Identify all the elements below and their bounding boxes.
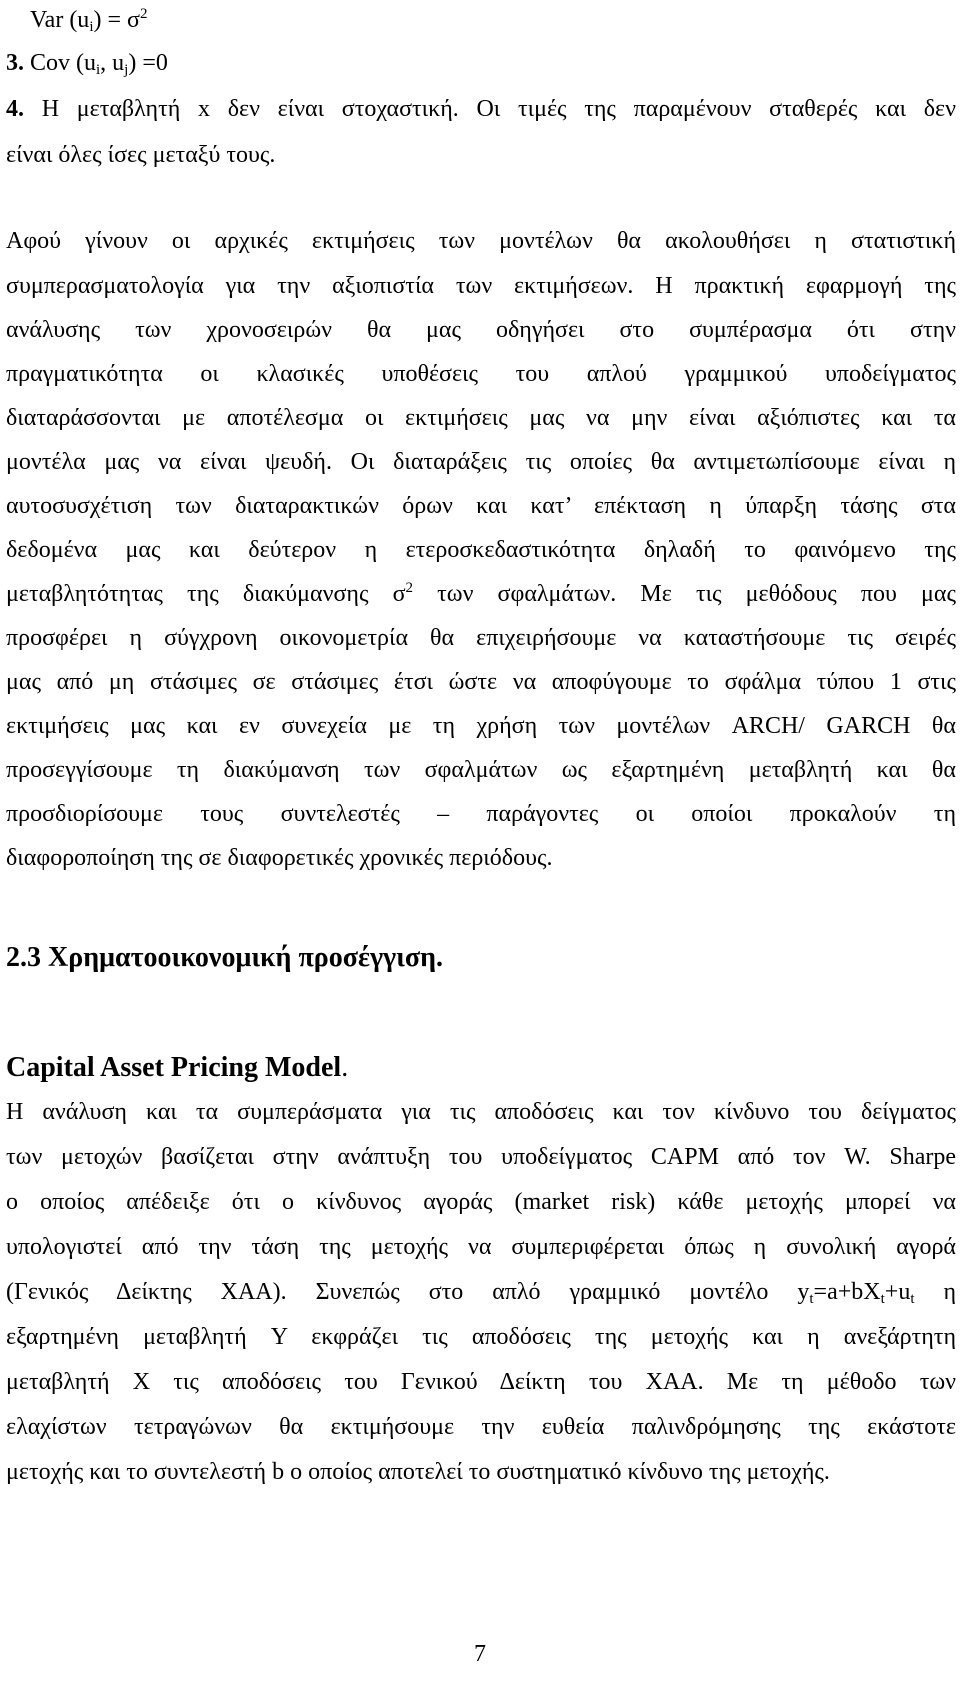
assumption-4-text: Η μεταβλητή x δεν είναι στοχαστική. Οι τιμές της παραμένουν σταθερές και δεν — [24, 96, 956, 122]
paragraph1-line: πραγματικότητα οι κλασικές υποθέσεις του απλού γραμμικού υποδείγματος — [6, 361, 956, 387]
paragraph2-line-equation — [6, 1278, 956, 1306]
paragraph2-line: Η ανάλυση και τα συμπεράσματα για τις αποδόσεις και τον κίνδυνο του δείγματος — [6, 1099, 956, 1125]
variance-superscript: 2 — [139, 6, 148, 22]
paragraph1-line: διαταράσσονται με αποτέλεσμα οι εκτιμήσεις μας να μην είναι αξιόπιστες και τα — [6, 405, 956, 431]
paragraph1-line-sigma — [6, 580, 956, 608]
equation-subscript: t — [880, 1291, 885, 1307]
variance-text-mid: ) = σ — [93, 7, 140, 33]
paragraph1-text: των σφαλμάτων. Με τις μεθόδους που μας — [413, 581, 956, 607]
paragraph2-line: υπολογιστεί από την τάση της μετοχής να συμπεριφέρεται όπως η συνολική αγορά — [6, 1234, 956, 1260]
variance-text: Var (u — [30, 7, 90, 33]
paragraph1-text: μεταβλητότητας της διακύμανσης σ — [6, 581, 406, 607]
assumption-4-line2: είναι όλες ίσες μεταξύ τους. — [6, 142, 276, 168]
paragraph1-line: ανάλυσης των χρονοσειρών θα μας οδηγήσει στο συμπέρασμα ότι στην — [6, 317, 956, 343]
equation-subscript: t — [809, 1291, 814, 1307]
paragraph2-text: (Γενικός Δείκτης ΧΑΑ). Συνεπώς στο απλό γραμμικό μοντέλο y — [6, 1279, 810, 1305]
section-heading: 2.3 Χρηματοοικονομική προσέγγιση. — [6, 942, 443, 973]
assumption-number: 3. — [6, 50, 24, 76]
paragraph2-line: μεταβλητή Χ τις αποδόσεις του Γενικού Δείκτη του ΧΑΑ. Με τη μέθοδο των — [6, 1369, 956, 1395]
assumption-covariance — [6, 49, 168, 77]
covariance-subscript-i: i — [96, 62, 101, 78]
paragraph2-line: ελαχίστων τετραγώνων θα εκτιμήσουμε την ευθεία παλινδρόμησης της εκάστοτε — [6, 1414, 956, 1440]
covariance-suffix: ) =0 — [128, 50, 168, 76]
equation-subscript: t — [910, 1291, 915, 1307]
assumption-4-line1 — [6, 95, 956, 123]
subheading-text: Capital Asset Pricing Model — [6, 1052, 342, 1083]
paragraph1-line: προσφέρει η σύγχρονη οικονομετρία θα επιχειρήσουμε να καταστήσουμε τις σειρές — [6, 625, 956, 651]
paragraph1-line: δεδομένα μας και δεύτερον η ετεροσκεδαστικότητα δηλαδή το φαινόμενο της — [6, 537, 956, 563]
sigma-superscript: 2 — [405, 580, 414, 596]
covariance-text: Cov (u — [24, 50, 96, 76]
subheading-period: . — [341, 1052, 349, 1083]
paragraph1-line: εκτιμήσεις μας και εν συνεχεία με τη χρήση των μοντέλων ARCH/ GARCH θα — [6, 713, 956, 739]
paragraph1-line: αυτοσυσχέτιση των διαταρακτικών όρων και κατ’ επέκταση η ύπαρξη τάσης στα — [6, 493, 956, 519]
paragraph1-line: Αφού γίνουν οι αρχικές εκτιμήσεις των μοντέλων θα ακολουθήσει η στατιστική — [6, 228, 956, 254]
paragraph2-text: η — [914, 1279, 956, 1305]
equation-text: =a+bX — [813, 1279, 881, 1305]
paragraph2-line: ο οποίος απέδειξε ότι ο κίνδυνος αγοράς (market risk) κάθε μετοχής μπορεί να — [6, 1189, 956, 1215]
covariance-sep: , u — [100, 50, 125, 76]
covariance-subscript-j: j — [124, 62, 129, 78]
variance-subscript: i — [89, 19, 94, 35]
paragraph1-line: προσδιορίσουμε τους συντελεστές – παράγοντες οι οποίοι προκαλούν τη — [6, 801, 956, 827]
paragraph1-line: διαφοροποίηση της σε διαφορετικές χρονικές περιόδους. — [6, 845, 553, 871]
equation-text: +u — [884, 1279, 911, 1305]
paragraph2-line: μετοχής και το συντελεστή b ο οποίος αποτελεί το συστηματικό κίνδυνο της μετοχής. — [6, 1459, 830, 1485]
paragraph1-line: μοντέλα μας να είναι ψευδή. Οι διαταράξεις τις οποίες θα αντιμετωπίσουμε είναι η — [6, 449, 956, 475]
assumption-number: 4. — [6, 96, 24, 122]
paragraph1-line: μας από μη στάσιμες σε στάσιμες έτσι ώστε να αποφύγουμε το σφάλμα τύπου 1 στις — [6, 669, 956, 695]
paragraph1-line: συμπερασματολογία για την αξιοπιστία των εκτιμήσεων. Η πρακτική εφαρμογή της — [6, 273, 956, 299]
paragraph1-line: προσεγγίσουμε τη διακύμανση των σφαλμάτων ως εξαρτημένη μεταβλητή και θα — [6, 757, 956, 783]
assumption-variance — [30, 6, 147, 34]
paragraph2-line: εξαρτημένη μεταβλητή Y εκφράζει τις αποδόσεις της μετοχής και η ανεξάρτητη — [6, 1324, 956, 1350]
page-number: 7 — [474, 1641, 486, 1667]
paragraph2-line: των μετοχών βασίζεται στην ανάπτυξη του υποδείγματος CAPM από τον W. Sharpe — [6, 1144, 956, 1170]
subheading — [6, 1052, 348, 1084]
